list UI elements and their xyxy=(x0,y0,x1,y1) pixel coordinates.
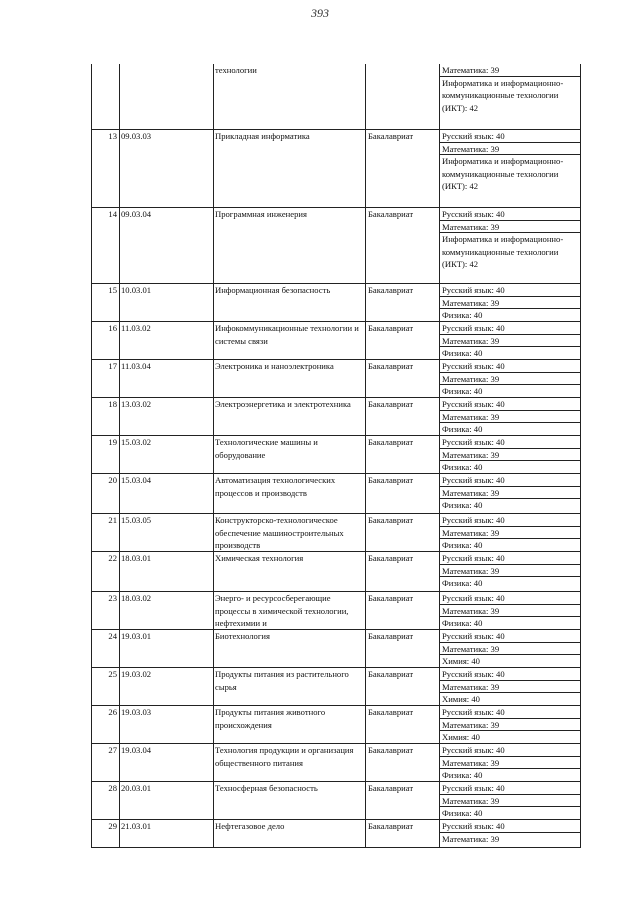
direction-code-cell: 11.03.02 xyxy=(120,322,214,359)
direction-name-cell: Энерго- и ресурсосберегающие процессы в химической технологии, нефтехимии и xyxy=(214,592,366,629)
exam-entry: Математика: 39 xyxy=(440,143,580,156)
direction-name-cell: Электроэнергетика и электротехника xyxy=(214,398,366,435)
exam-entry: Физика: 40 xyxy=(442,386,483,397)
table-row xyxy=(92,552,580,592)
education-level-cell: Бакалавриат xyxy=(366,706,440,743)
table-row xyxy=(92,592,580,630)
direction-name-cell: Инфокоммуникационные технологии и системы связи xyxy=(214,322,366,359)
exam-entry: Математика: 39 xyxy=(440,565,580,578)
exam-entry: Математика: 39 xyxy=(440,643,580,656)
table-row xyxy=(92,398,580,436)
direction-name-cell: Технология продукции и организация общественного питания xyxy=(214,744,366,781)
table-row xyxy=(92,360,580,398)
education-level-cell xyxy=(366,64,440,129)
direction-code-cell xyxy=(120,64,214,129)
direction-code-cell: 20.03.01 xyxy=(120,782,214,819)
education-level-cell: Бакалавриат xyxy=(366,782,440,819)
row-number-cell: 28 xyxy=(92,782,120,819)
exam-entry: Математика: 39 xyxy=(440,757,580,770)
table-row xyxy=(92,668,580,706)
row-number-cell: 20 xyxy=(92,474,120,513)
table-row xyxy=(92,820,580,848)
table-row xyxy=(92,514,580,552)
row-number-cell: 22 xyxy=(92,552,120,591)
exam-entry: Русский язык: 40 xyxy=(440,436,580,449)
exam-entry: Русский язык: 40 xyxy=(440,782,580,795)
exam-entry: Физика: 40 xyxy=(442,808,483,819)
direction-name-cell: Продукты питания из растительного сырья xyxy=(214,668,366,705)
row-number-cell: 15 xyxy=(92,284,120,321)
table-row xyxy=(92,782,580,820)
exam-entry: Математика: 39 xyxy=(442,833,500,844)
direction-code-cell: 11.03.04 xyxy=(120,360,214,397)
direction-code-cell: 18.03.01 xyxy=(120,552,214,591)
education-level-cell: Бакалавриат xyxy=(366,130,440,207)
direction-code-cell: 13.03.02 xyxy=(120,398,214,435)
education-level-cell: Бакалавриат xyxy=(366,668,440,705)
exams-cell xyxy=(440,474,580,513)
table-row xyxy=(92,436,580,474)
row-number-cell: 29 xyxy=(92,820,120,847)
education-level-cell: Бакалавриат xyxy=(366,208,440,283)
exams-cell xyxy=(440,64,580,129)
row-number-cell: 25 xyxy=(92,668,120,705)
row-number-cell: 23 xyxy=(92,592,120,629)
row-number-cell: 16 xyxy=(92,322,120,359)
exam-entry: Физика: 40 xyxy=(442,578,483,589)
direction-name-cell: Химическая технология xyxy=(214,552,366,591)
exams-cell xyxy=(440,284,580,321)
direction-name-cell: Прикладная информатика xyxy=(214,130,366,207)
direction-name-cell: Программная инженерия xyxy=(214,208,366,283)
exam-entry: Русский язык: 40 xyxy=(440,706,580,719)
direction-name-cell: Конструкторско-технологическое обеспечение машиностроительных производств xyxy=(214,514,366,551)
exam-entry: Математика: 39 xyxy=(440,487,580,500)
exams-cell xyxy=(440,592,580,629)
direction-name-cell: Автоматизация технологических процессов и производств xyxy=(214,474,366,513)
education-level-cell: Бакалавриат xyxy=(366,514,440,551)
row-number-cell: 18 xyxy=(92,398,120,435)
direction-code-cell: 19.03.03 xyxy=(120,706,214,743)
exams-cell xyxy=(440,552,580,591)
direction-code-cell: 15.03.05 xyxy=(120,514,214,551)
exams-cell xyxy=(440,436,580,473)
education-level-cell: Бакалавриат xyxy=(366,592,440,629)
row-number-cell: 19 xyxy=(92,436,120,473)
exam-entry: Математика: 39 xyxy=(440,719,580,732)
direction-name-cell: Электроника и наноэлектроника xyxy=(214,360,366,397)
education-level-cell: Бакалавриат xyxy=(366,398,440,435)
admission-table xyxy=(91,64,581,848)
exam-entry: Математика: 39 xyxy=(440,221,580,234)
exam-entry: Физика: 40 xyxy=(442,770,483,781)
education-level-cell: Бакалавриат xyxy=(366,322,440,359)
exam-entry: Химия: 40 xyxy=(442,694,480,705)
exam-entry: Физика: 40 xyxy=(442,348,483,359)
exam-entry: Русский язык: 40 xyxy=(440,208,580,221)
education-level-cell: Бакалавриат xyxy=(366,820,440,847)
table-row xyxy=(92,208,580,284)
direction-name-cell: Информационная безопасность xyxy=(214,284,366,321)
exams-cell xyxy=(440,630,580,667)
exam-entry: Русский язык: 40 xyxy=(440,284,580,297)
exam-entry: Математика: 39 xyxy=(440,795,580,808)
exam-entry: Математика: 39 xyxy=(440,527,580,540)
exams-cell xyxy=(440,360,580,397)
direction-code-cell: 09.03.04 xyxy=(120,208,214,283)
table-row xyxy=(92,284,580,322)
direction-code-cell: 18.03.02 xyxy=(120,592,214,629)
direction-name-cell: Продукты питания животного происхождения xyxy=(214,706,366,743)
row-number-cell xyxy=(92,64,120,129)
row-number-cell: 21 xyxy=(92,514,120,551)
exam-entry: Математика: 39 xyxy=(440,335,580,348)
direction-name-cell: Биотехнология xyxy=(214,630,366,667)
exams-cell xyxy=(440,782,580,819)
exam-entry: Информатика и информационно-коммуникационные технологии (ИКТ): 42 xyxy=(442,234,564,270)
row-number-cell: 17 xyxy=(92,360,120,397)
exam-entry: Русский язык: 40 xyxy=(440,820,580,833)
exam-entry: Русский язык: 40 xyxy=(440,322,580,335)
education-level-cell: Бакалавриат xyxy=(366,436,440,473)
direction-name-cell: Нефтегазовое дело xyxy=(214,820,366,847)
table-row xyxy=(92,64,580,130)
exams-cell xyxy=(440,130,580,207)
direction-code-cell: 15.03.04 xyxy=(120,474,214,513)
exam-entry: Физика: 40 xyxy=(442,462,483,473)
exam-entry: Информатика и информационно-коммуникационные технологии (ИКТ): 42 xyxy=(442,156,564,192)
exams-cell xyxy=(440,208,580,283)
exam-entry: Физика: 40 xyxy=(442,310,483,321)
exams-cell xyxy=(440,322,580,359)
direction-code-cell: 09.03.03 xyxy=(120,130,214,207)
exam-entry: Русский язык: 40 xyxy=(440,744,580,757)
exam-entry: Математика: 39 xyxy=(440,64,580,77)
exam-entry: Русский язык: 40 xyxy=(440,592,580,605)
exam-entry: Физика: 40 xyxy=(442,618,483,629)
education-level-cell: Бакалавриат xyxy=(366,474,440,513)
direction-code-cell: 19.03.02 xyxy=(120,668,214,705)
direction-name-cell: технологии xyxy=(214,64,366,129)
exam-entry: Русский язык: 40 xyxy=(440,398,580,411)
table-row xyxy=(92,474,580,514)
exam-entry: Математика: 39 xyxy=(440,449,580,462)
exam-entry: Математика: 39 xyxy=(440,411,580,424)
exam-entry: Русский язык: 40 xyxy=(440,360,580,373)
table-row xyxy=(92,322,580,360)
row-number-cell: 26 xyxy=(92,706,120,743)
table-row xyxy=(92,630,580,668)
exam-entry: Русский язык: 40 xyxy=(440,552,580,565)
table-row xyxy=(92,744,580,782)
exam-entry: Русский язык: 40 xyxy=(440,474,580,487)
exams-cell xyxy=(440,514,580,551)
direction-code-cell: 15.03.02 xyxy=(120,436,214,473)
exam-entry: Математика: 39 xyxy=(440,297,580,310)
education-level-cell: Бакалавриат xyxy=(366,552,440,591)
exam-entry: Русский язык: 40 xyxy=(440,668,580,681)
direction-name-cell: Технологические машины и оборудование xyxy=(214,436,366,473)
education-level-cell: Бакалавриат xyxy=(366,630,440,667)
exam-entry: Математика: 39 xyxy=(440,605,580,618)
exam-entry: Физика: 40 xyxy=(442,500,483,511)
row-number-cell: 14 xyxy=(92,208,120,283)
exam-entry: Русский язык: 40 xyxy=(440,514,580,527)
exam-entry: Математика: 39 xyxy=(440,681,580,694)
direction-code-cell: 19.03.04 xyxy=(120,744,214,781)
direction-code-cell: 10.03.01 xyxy=(120,284,214,321)
table-row xyxy=(92,706,580,744)
exam-entry: Русский язык: 40 xyxy=(440,130,580,143)
exam-entry: Физика: 40 xyxy=(442,540,483,551)
direction-code-cell: 21.03.01 xyxy=(120,820,214,847)
exam-entry: Информатика и информационно-коммуникационные технологии (ИКТ): 42 xyxy=(442,77,564,113)
exams-cell xyxy=(440,706,580,743)
education-level-cell: Бакалавриат xyxy=(366,284,440,321)
page-number: 393 xyxy=(311,6,329,20)
exams-cell xyxy=(440,398,580,435)
direction-code-cell: 19.03.01 xyxy=(120,630,214,667)
row-number-cell: 24 xyxy=(92,630,120,667)
table-row xyxy=(92,130,580,208)
exam-entry: Химия: 40 xyxy=(442,656,480,667)
direction-name-cell: Техносферная безопасность xyxy=(214,782,366,819)
exams-cell xyxy=(440,744,580,781)
exams-cell xyxy=(440,820,580,847)
exam-entry: Математика: 39 xyxy=(440,373,580,386)
row-number-cell: 27 xyxy=(92,744,120,781)
exam-entry: Физика: 40 xyxy=(442,424,483,435)
exam-entry: Русский язык: 40 xyxy=(440,630,580,643)
education-level-cell: Бакалавриат xyxy=(366,360,440,397)
education-level-cell: Бакалавриат xyxy=(366,744,440,781)
row-number-cell: 13 xyxy=(92,130,120,207)
exams-cell xyxy=(440,668,580,705)
exam-entry: Химия: 40 xyxy=(442,732,480,743)
